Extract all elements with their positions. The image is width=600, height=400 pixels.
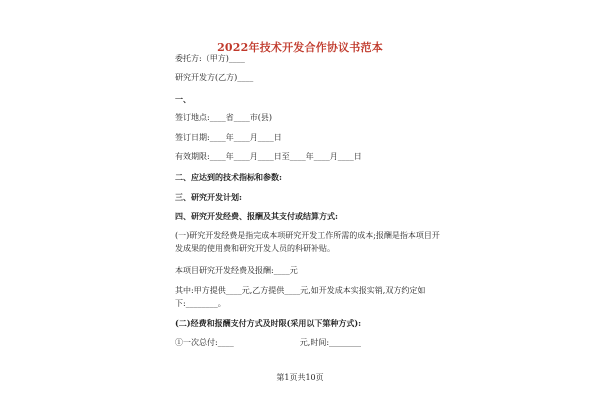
signing-place-line: 签订地点:____省____市(县) — [175, 113, 272, 122]
client-party-line: 委托方:（甲方)____ — [175, 54, 245, 63]
payment-method-heading: (二)经费和报酬支付方式及时限(采用以下第种方式): — [175, 318, 362, 328]
funding-definition-paragraph: (一)研究开发经费是指完成本项研究开发工作所需的成本;报酬是指本项目开发成果的使用费和研究开发人员的科研补贴。 — [175, 231, 440, 253]
page-number-footer: 第1页共10页 — [276, 373, 324, 382]
section-one-heading: 一、 — [175, 94, 191, 104]
validity-period-line: 有效期限:____年____月____日至____年____月____日 — [175, 152, 362, 161]
developer-party-line: 研究开发方(乙方)____ — [175, 73, 254, 82]
section-two-heading: 二、应达到的技术指标和参数: — [175, 172, 282, 182]
document-title: 2022年技术开发合作协议书范本 — [217, 41, 383, 54]
funding-amount-line: 本项目研究开发经费及报酬:____元 — [175, 266, 298, 275]
signing-date-line: 签订日期:____年____月____日 — [175, 133, 282, 142]
section-four-heading: 四、研究开发经费、报酬及其支付或结算方式: — [175, 211, 338, 221]
funding-split-paragraph: 其中:甲方提供____元,乙方提供____元,如开发成本实报实销,双方约定如下:________。 — [175, 286, 426, 308]
lump-sum-payment-line: ①一次总付:____ 元,时间:________ — [175, 338, 362, 347]
section-three-heading: 三、研究开发计划: — [175, 192, 242, 202]
